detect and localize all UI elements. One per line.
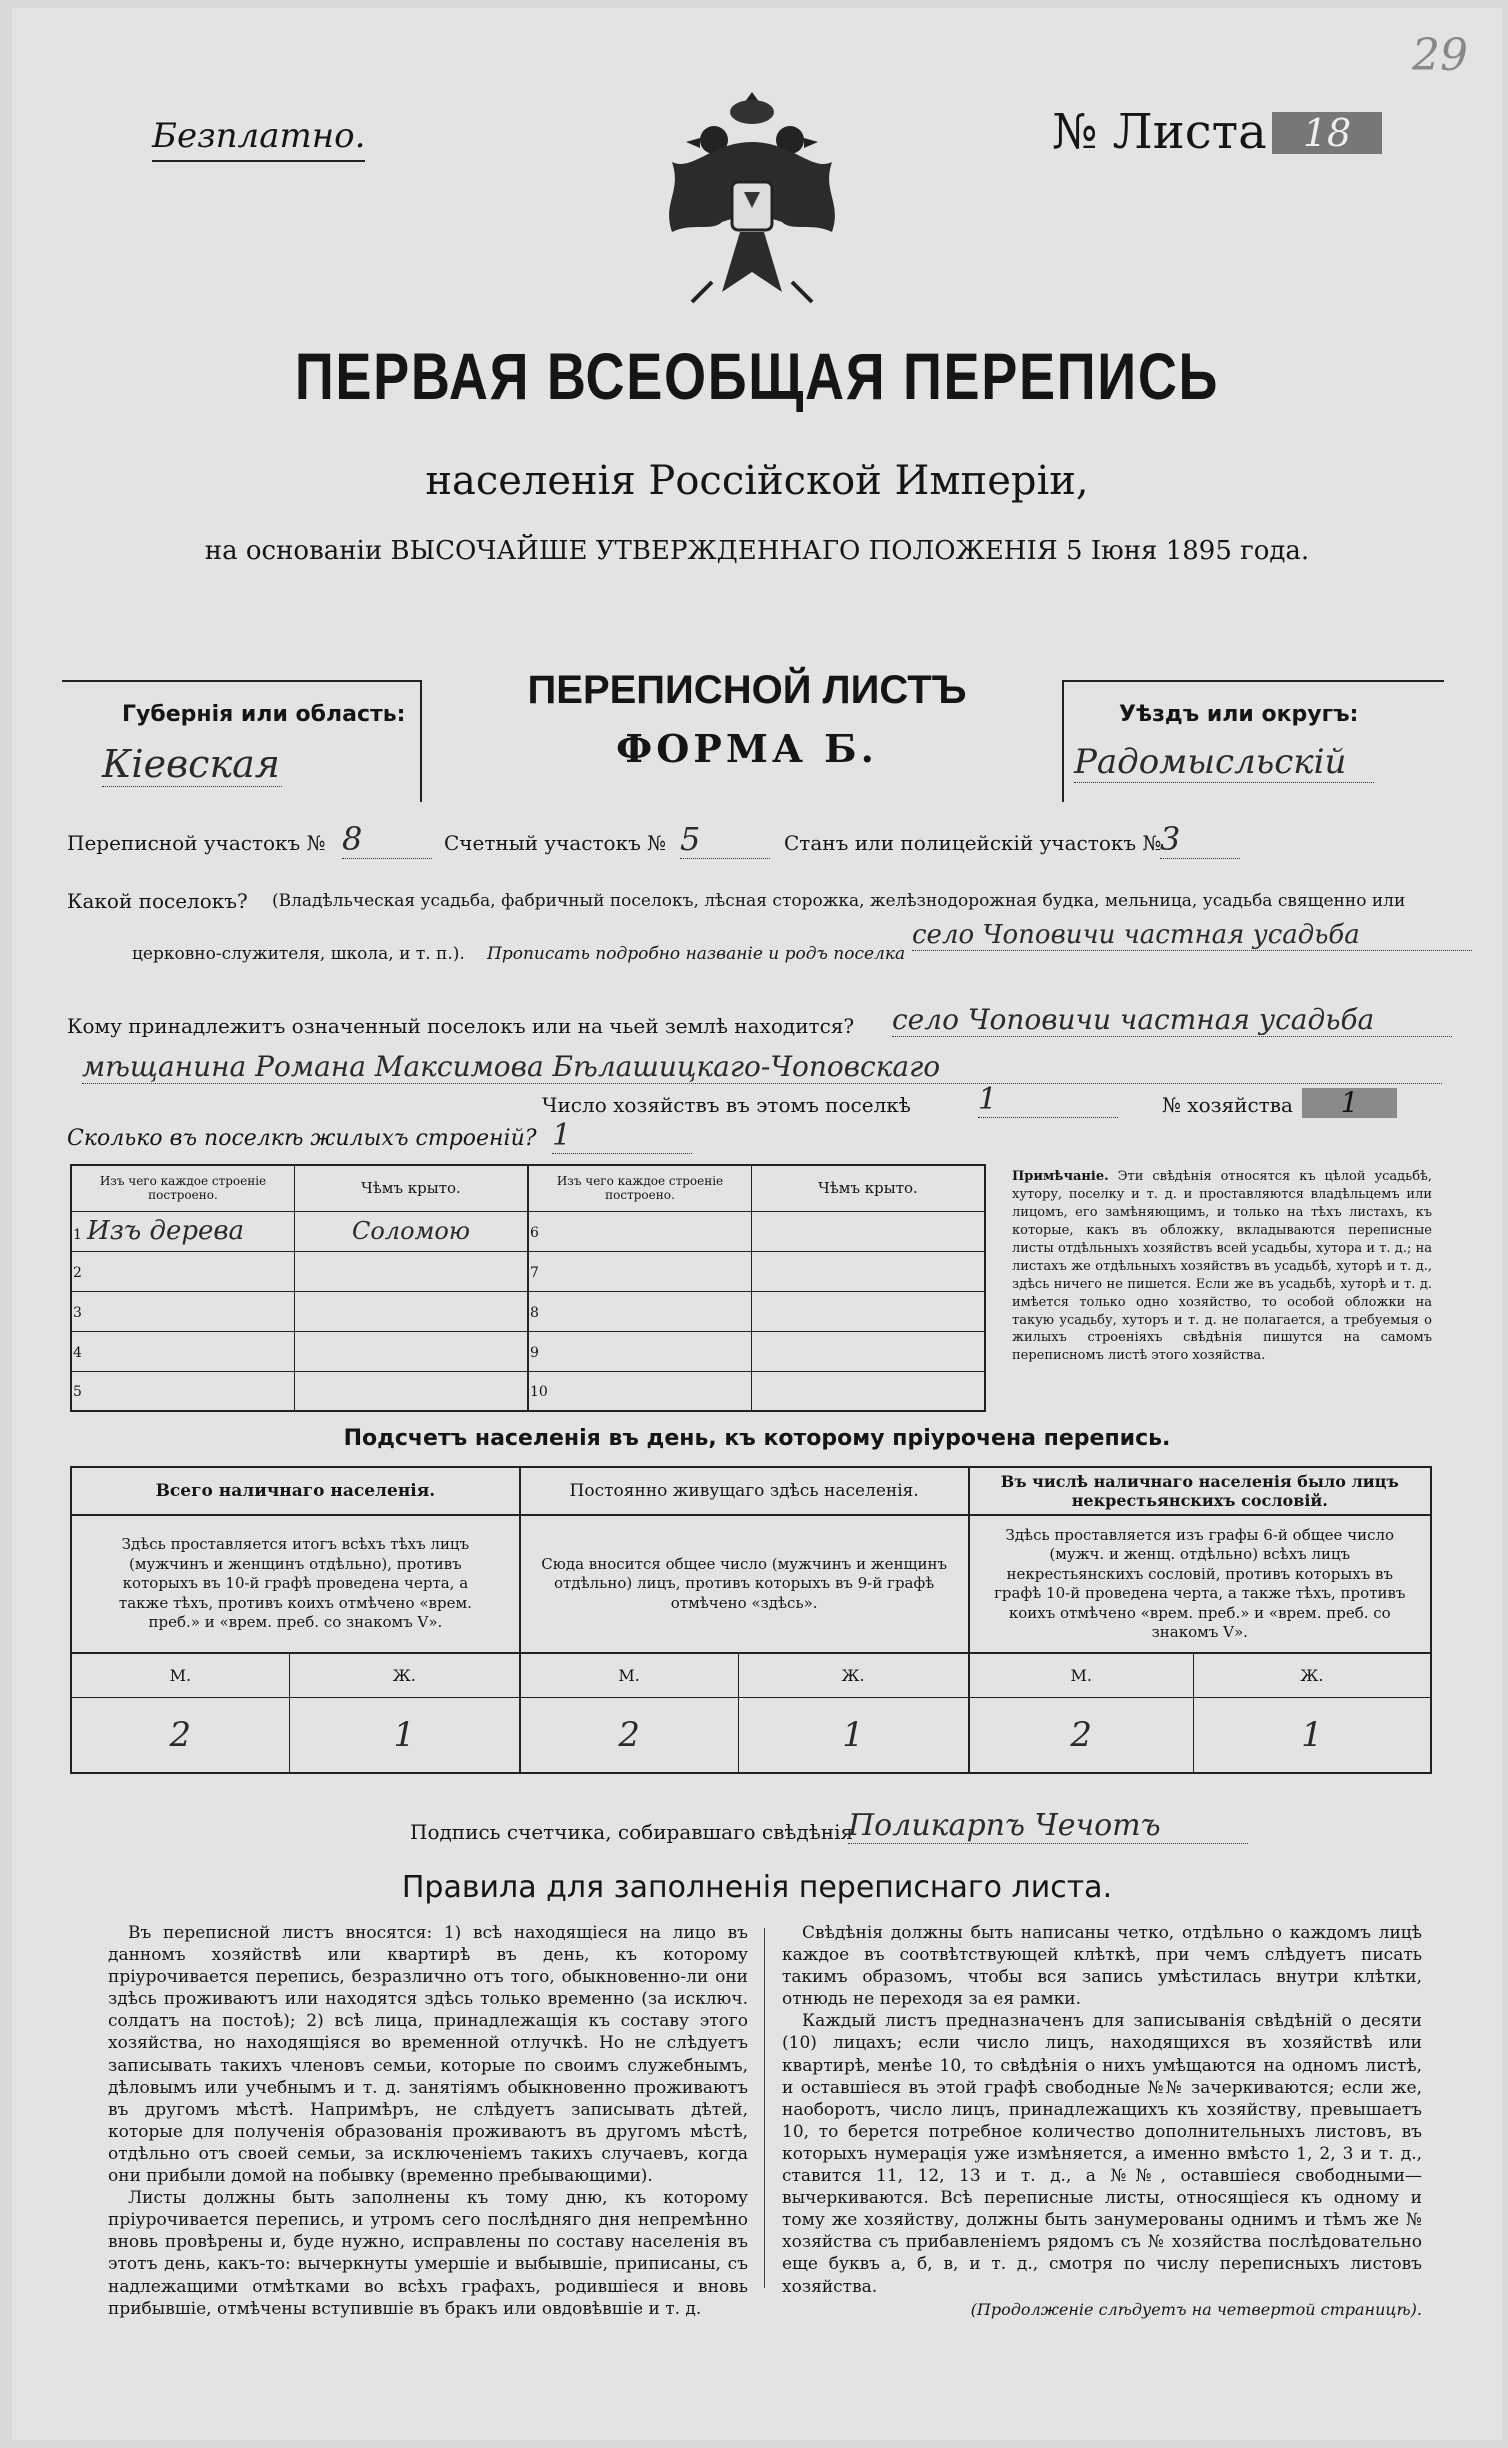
- row-number: 7: [530, 1264, 539, 1281]
- settlement-value: село Чоповичи частная усадьба: [912, 920, 1472, 951]
- note: [1012, 1168, 1432, 1365]
- settlement-hint-3: Прописать подробно названіе и родъ поселка: [487, 944, 906, 964]
- row-number: 5: [73, 1384, 82, 1401]
- table-row: [71, 1251, 985, 1291]
- female-header: Ж.: [1193, 1653, 1431, 1697]
- count-desc-nonpeasant: Здѣсь проставляется изъ графы 6-й общее число (мужч. и женщ. отдѣльно) всѣхъ лицъ некрестьянскихъ сословій, противъ которыхъ въ графѣ 10-й проведена черта, а также тѣхъ, противъ коихъ отмѣчено «врем. преб.» и «врем. преб. со знакомъ V».: [969, 1515, 1431, 1653]
- male-header: М.: [969, 1653, 1194, 1697]
- rules-title: Правила для заполненія переписнаго листа.: [401, 1870, 1113, 1905]
- nonpeasant-male-value: 2: [969, 1697, 1194, 1773]
- buildings-table: [70, 1164, 986, 1412]
- household-number-box: [1302, 1088, 1397, 1118]
- census-area-label: Переписной участокъ №: [67, 831, 326, 855]
- form-title: ПЕРЕПИСНОЙ ЛИСТЪ: [527, 668, 967, 712]
- district-label: Уѣздъ или округъ:: [1119, 702, 1359, 727]
- signature-label: Подпись счетчика, собиравшаго свѣдѣнія: [410, 1820, 854, 1844]
- police-area-label: Станъ или полицейскій участокъ №: [784, 831, 1162, 855]
- male-header: М.: [520, 1653, 738, 1697]
- table-row: [71, 1291, 985, 1331]
- owner-value-1: село Чоповичи частная усадьба: [892, 1003, 1452, 1037]
- rules-right-text: Свѣдѣнія должны быть написаны четко, отдѣльно о каждомъ лицѣ каждое въ соотвѣтствующей клѣткѣ, при чемъ слѣдуетъ писать такимъ образомъ, чтобы вся запись умѣстилась внутри клѣтки, отнюдь не переходя за ея рамки.: [782, 1923, 1422, 2010]
- count-header-nonpeasant: Въ числѣ наличнаго населенія было лицъ некрестьянскихъ сословій.: [969, 1467, 1431, 1515]
- note-text: Эти свѣдѣнія относятся къ цѣлой усадьбѣ, хутору, поселку и т. д. и проставляются владѣльцемъ или лицомъ, его замѣняющимъ, и только на тѣхъ листахъ, къ которые, какъ въ обложку, вкладываются переписные листы отдѣльныхъ хозяйствъ всей усадьбы, хутора и т. д.; на листахъ же отдѣльныхъ хозяйствъ въ усадьбѣ, хуторѣ и т. д., здѣсь ничего не пишется. Если же въ усадьбѣ, хуторѣ и т. д. имѣется только одно хозяйство, то особой обложки на такую усадьбу, хуторъ и т. д. не полагается, а требуемыя о жилыхъ строеніяхъ свѣдѣнія пишутся на самомъ переписномъ листѣ этого хозяйства.: [1012, 1169, 1432, 1364]
- buildings-question: Сколько въ поселкѣ жилыхъ строеній?: [67, 1126, 537, 1151]
- settlement-question: Какой поселокъ?: [67, 889, 248, 913]
- rules-right-text-2: Каждый листъ предназначенъ для записыванія свѣдѣній о десяти (10) лицахъ; если число лицъ, находящихся въ хозяйствѣ или квартирѣ, менѣе 10, то свѣдѣнія о нихъ умѣщаются на одномъ листѣ, и оставшіеся въ этой графѣ свободные №№ зачеркиваются; если же, наоборотъ, число лицъ, принадлежащихъ къ хозяйству, превышаетъ 10, то берется потребное количество дополнительныхъ листовъ, въ которыхъ нумерація уже измѣняется, а именно вмѣсто 1, 2, 3 и т. д., ставится 11, 12, 13 и т. д., а №№, оставшіеся свободными—вычеркиваются. Всѣ переписные листы, относящіеся къ одному и тому же хозяйству, должны быть занумерованы однимъ и тѣмъ же № хозяйства съ прибавленіемъ рядомъ съ № хозяйства послѣдовательно еще буквъ а, б, в, и т. д., смотря по числу переписныхъ листовъ хозяйства.: [782, 2011, 1422, 2297]
- continued-note: (Продолженіе слѣдуетъ на четвертой страницѣ).: [970, 2299, 1422, 2319]
- corner-number: 29: [1412, 30, 1468, 81]
- table-row: [71, 1331, 985, 1371]
- roof-value: Соломою: [351, 1217, 471, 1245]
- count-header-resident: Постоянно живущаго здѣсь населенія.: [520, 1467, 969, 1515]
- households-value: 1: [978, 1082, 1118, 1118]
- signature-value: Поликарпъ Чечотъ: [848, 1808, 1248, 1844]
- material-value: Изъ дерева: [87, 1216, 244, 1246]
- row-number: 6: [530, 1224, 539, 1241]
- population-count-table: [70, 1466, 1432, 1774]
- table-row: [71, 1211, 985, 1251]
- owner-value-2: мѣщанина Романа Максимова Бѣлашицкаго-Чоповскаго: [82, 1050, 1442, 1084]
- sheet-number-box: [1272, 112, 1382, 154]
- female-header: Ж.: [289, 1653, 520, 1697]
- page-subtitle: населенія Россійской Имперіи,: [425, 458, 1089, 504]
- district-box: [1062, 680, 1444, 802]
- row-number: 2: [73, 1264, 82, 1281]
- count-header-total: Всего наличнаго населенія.: [71, 1467, 520, 1515]
- resident-female-value: 1: [738, 1697, 969, 1773]
- total-male-value: 2: [71, 1697, 289, 1773]
- row-number: 8: [530, 1304, 539, 1321]
- male-header: М.: [71, 1653, 289, 1697]
- sheet-number-label: № Листа: [1052, 104, 1267, 160]
- count-title: Подсчетъ населенія въ день, къ которому пріурочена перепись.: [343, 1426, 1171, 1451]
- col-roof: Чѣмъ крыто.: [295, 1165, 529, 1211]
- settlement-hint-2: церковно-служителя, школа, и т. п.).: [132, 944, 465, 964]
- row-number: 3: [73, 1304, 82, 1321]
- household-number-label: № хозяйства: [1162, 1093, 1293, 1117]
- count-desc-total: Здѣсь проставляется итогъ всѣхъ тѣхъ лицъ (мужчинъ и женщинъ отдѣльно), противъ которыхъ въ 10-й графѣ проведена черта, а также тѣхъ, противъ коихъ отмѣчено «врем. преб.» и «врем. преб. со знакомъ V».: [71, 1515, 520, 1653]
- col-material: Изъ чего каждое строеніе построено.: [71, 1165, 295, 1211]
- row-number: 4: [73, 1344, 82, 1361]
- rules-left-text-2: Листы должны быть заполнены къ тому дню, къ которому пріурочивается перепись, и утромъ сего послѣдняго дня непремѣнно вновь провѣрены и, буде нужно, исправлены по составу населенія въ этотъ день, какъ-то: вычеркнуты умершіе и выбывшіе, приписаны, съ надлежащими отмѣтками во всѣхъ графахъ, родившіеся и вновь прибывшіе, отмѣчены вступившіе въ бракъ или овдовѣвшіе и т. д.: [108, 2188, 748, 2319]
- buildings-value: 1: [552, 1118, 692, 1154]
- count-area-value: 5: [680, 820, 770, 859]
- province-box: [62, 680, 422, 802]
- census-area-value: 8: [342, 820, 432, 859]
- province-label: Губернія или область:: [122, 702, 406, 727]
- households-label: Число хозяйствъ въ этомъ поселкѣ: [542, 1093, 911, 1117]
- free-label: Безплатно.: [152, 116, 365, 162]
- count-area-label: Счетный участокъ №: [444, 831, 667, 855]
- census-sheet: [12, 8, 1502, 2440]
- rules-right-column: [782, 1922, 1422, 2319]
- col-material-2: Изъ чего каждое строеніе построено.: [528, 1165, 752, 1211]
- double-headed-eagle-icon: [652, 82, 852, 322]
- district-value: Радомысльскій: [1074, 742, 1374, 783]
- table-row: [71, 1371, 985, 1411]
- col-roof-2: Чѣмъ крыто.: [752, 1165, 986, 1211]
- count-desc-resident: Сюда вносится общее число (мужчинъ и женщинъ отдѣльно) лицъ, противъ которыхъ въ 9-й графѣ отмѣчено «здѣсь».: [520, 1515, 969, 1653]
- province-value: Кіевская: [102, 742, 282, 787]
- total-female-value: 1: [289, 1697, 520, 1773]
- female-header: Ж.: [738, 1653, 969, 1697]
- note-title: Примѣчаніе.: [1012, 1169, 1109, 1184]
- rules-left-column: [108, 1922, 748, 2320]
- rules-left-text: Въ переписной листъ вносятся: 1) всѣ находящіеся на лицо въ данномъ хозяйствѣ или квартирѣ въ день, къ которому пріурочивается перепись, безразлично отъ того, обыкновенно-ли они здѣсь проживаютъ или находятся здѣсь только временно (за исключ. солдатъ на постоѣ); 2) всѣ лица, принадлежащія къ составу этого хозяйства, но находящіяся во временной отлучкѣ. Но не слѣдуетъ записывать такихъ членовъ семьи, которые по своимъ служебнымъ, дѣловымъ или учебнымъ и т. д. занятіямъ обыкновенно проживаютъ въ другомъ мѣстѣ. Напримѣръ, не слѣдуетъ записывать дѣтей, которые для полученія образованія проживаютъ въ другомъ мѣстѣ, отдѣльно отъ своей семьи, за исключеніемъ такихъ случаевъ, когда они прибыли домой на побывку (временно пребывающими).: [108, 1923, 748, 2187]
- police-area-value: 3: [1160, 820, 1240, 859]
- form-code: ФОРМА Б.: [616, 726, 878, 771]
- owner-question: Кому принадлежитъ означенный поселокъ или на чьей землѣ находится?: [67, 1014, 855, 1038]
- nonpeasant-female-value: 1: [1193, 1697, 1431, 1773]
- page-title: ПЕРВАЯ ВСЕОБЩАЯ ПЕРЕПИСЬ: [294, 339, 1220, 413]
- row-number: 10: [530, 1384, 548, 1401]
- basis-line: на основаніи ВЫСОЧАЙШЕ УТВЕРЖДЕННАГО ПОЛОЖЕНІЯ 5 Іюня 1895 года.: [204, 536, 1310, 566]
- column-divider: [764, 1928, 765, 2288]
- resident-male-value: 2: [520, 1697, 738, 1773]
- sheet-number-value: 18: [1302, 111, 1352, 155]
- row-number: 9: [530, 1344, 539, 1361]
- row-number: 1: [73, 1227, 82, 1243]
- household-number-value: 1: [1340, 1086, 1359, 1119]
- settlement-hint: (Владѣльческая усадьба, фабричный поселокъ, лѣсная сторожка, желѣзнодорожная будка, мельница, усадьба священно или: [272, 891, 1406, 911]
